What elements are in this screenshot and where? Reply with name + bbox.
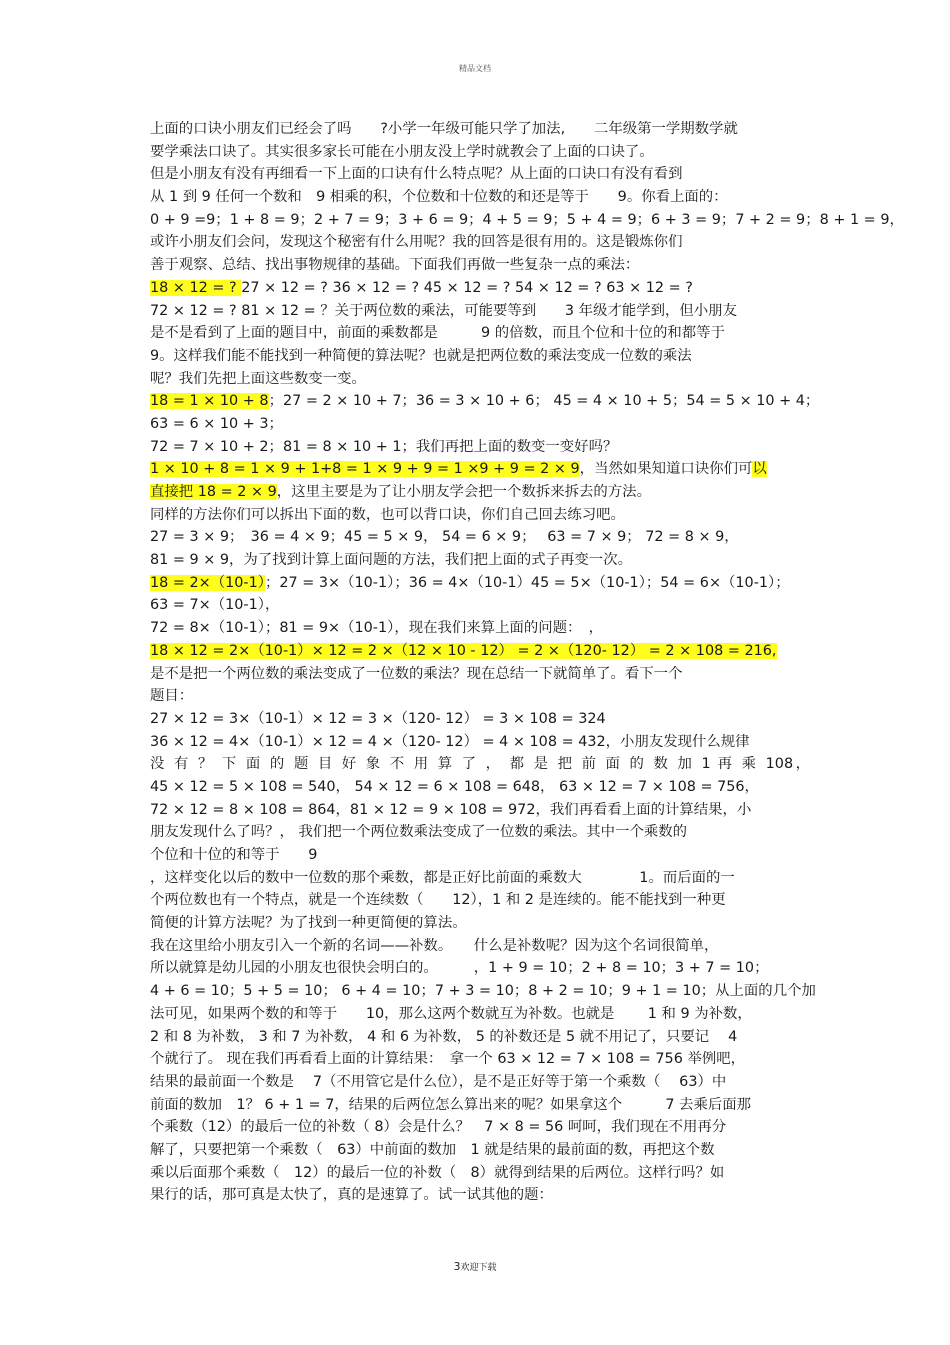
text-line [150, 481, 810, 504]
text-line [150, 163, 810, 186]
text-segment: 上面的口诀小朋友们已经会了吗 ?小学一年级可能只学了加法, 二年级第一学期数学就 [150, 121, 738, 137]
highlighted-text: 直接把 18 = 2 × 9 [150, 484, 277, 500]
text-line [150, 844, 810, 867]
text-segment: 9。这样我们能不能找到一种简便的算法呢？也就是把两位数的乘法变成一位数的乘法 [150, 347, 692, 364]
text-line [150, 254, 810, 277]
text-line [150, 594, 810, 617]
text-line [150, 935, 810, 958]
text-line [150, 413, 810, 436]
text-line [150, 322, 810, 345]
text-line [150, 889, 810, 912]
text-segment: 4 + 6 = 10；5 + 5 = 10； 6 + 4 = 10；7 + 3 = 10；8 + 2 = 10；9 + 1 = 10；从上面的几个加 [150, 983, 816, 1000]
header-title: 精品文档 [459, 64, 491, 73]
text-segment: ，这里主要是为了让小朋友学会把一个数拆来拆去的方法。 [276, 484, 651, 500]
text-segment: 题目： [150, 688, 194, 705]
text-segment: 所以就算是幼儿园的小朋友也很快会明白的。 ，1 + 9 = 10；2 + 8 = 10；3 + 7 = 10； [150, 960, 769, 977]
text-segment: 善于观察、总结、找出事物规律的基础。下面我们再做一些复杂一点的乘法： [150, 257, 640, 274]
text-segment: 个两位数也有一个特点，就是一个连续数（ 12），1 和 2 是连续的。能不能找到一种更 [150, 892, 726, 909]
text-segment: 朋友发现什么了吗？， 我们把一个两位数乘法变成了一位数的乘法。其中一个乘数的 [150, 824, 688, 841]
text-line [150, 1184, 810, 1207]
text-segment: 27 × 12 = ? 36 × 12 = ? 45 × 12 = ? 54 × 12 = ? 63 × 12 = ? [241, 279, 693, 296]
text-line [150, 526, 810, 549]
text-segment: 72 × 12 = 8 × 108 = 864，81 × 12 = 9 × 108 = 972，我们再看看上面的计算结果，小 [150, 801, 752, 818]
footer-text: 欢迎下载 [460, 1263, 497, 1273]
text-segment: 是不是看到了上面的题目中，前面的乘数都是 9 的倍数，而且个位和十位的和都等于 [150, 325, 725, 342]
text-line [150, 118, 810, 141]
text-line [150, 867, 810, 890]
text-line [150, 1094, 810, 1117]
text-line [150, 1003, 810, 1026]
text-line [150, 209, 904, 232]
text-segment: ，这样变化以后的数中一位数的那个乘数，都是正好比前面的乘数大 1。而后面的一 [150, 869, 735, 886]
text-segment: 45 × 12 = 5 × 108 = 540， 54 × 12 = 6 × 108 = 648， 63 × 12 = 7 × 108 = 756， [150, 778, 759, 795]
text-line [150, 980, 816, 1003]
text-segment: 果行的话，那可真是太快了，真的是速算了。试一试其他的题： [150, 1187, 553, 1204]
text-segment: ；27 = 3×（10-1）；36 = 4×（10-1）45 = 5×（10-1）；54 = 6×（10-1）； [264, 574, 790, 591]
text-line [150, 141, 810, 164]
text-line [150, 1162, 810, 1185]
text-segment: 27 × 12 = 3×（10-1）× 12 = 3 ×（120- 12） = 3 × 108 = 324 [150, 710, 606, 727]
text-segment: 63 = 7×（10-1）， [150, 597, 280, 614]
text-line [150, 231, 810, 254]
text-segment: 72 = 7 × 10 + 2；81 = 8 × 10 + 1；我们再把上面的数变一变好吗？ [150, 438, 618, 455]
text-segment: 解了，只要把第一个乘数（ 63）中前面的数加 1 就是结果的最前面的数，再把这个数 [150, 1141, 715, 1158]
highlighted-text: 18 = 1 × 10 + 8 [150, 393, 269, 410]
text-line [150, 1071, 810, 1094]
text-line [150, 1026, 810, 1049]
highlighted-text: 18 × 12 = 2×（10-1）× 12 = 2 ×（12 × 10 - 12） = 2 ×（120- 12） = 2 × 108 = 216, [150, 642, 777, 659]
text-segment: 乘以后面那个乘数（ 12）的最后一位的补数（ 8）就得到结果的后两位。这样行吗？如 [150, 1164, 725, 1181]
text-line [150, 776, 810, 799]
text-segment: 或许小朋友们会问，发现这个秘密有什么用呢？我的回答是很有用的。这是锻炼你们 [150, 234, 683, 251]
highlighted-text: 1 × 10 + 8 = 1 × 9 + 1+8 = 1 × 9 + 9 = 1 ×9 + 9 = 2 × 9 [150, 461, 580, 478]
text-segment: 72 × 12 = ? 81 × 12 = ？关于两位数的乘法，可能要等到 3 年级才能学到，但小朋友 [150, 302, 737, 319]
text-line [150, 458, 810, 481]
text-segment: 81 = 9 × 9，为了找到计算上面问题的方法，我们把上面的式子再变一次。 [150, 552, 632, 569]
text-segment: 36 × 12 = 4×（10-1）× 12 = 4 ×（120- 12） = 4 × 108 = 432，小朋友发现什么规律 [150, 733, 750, 750]
text-segment: 0 + 9 =9；1 + 8 = 9；2 + 7 = 9；3 + 6 = 9；4 + 5 = 9；5 + 4 = 9；6 + 3 = 9；7 + 2 = 9；8 + 1 = 9， [150, 211, 904, 228]
text-line [150, 390, 820, 413]
text-line [150, 1116, 810, 1139]
text-segment: 没 有 ？ 下 面 的 题 目 好 象 不 用 算 了 ， 都 是 把 前 面 的 数 加 1 再 乘 108， [150, 756, 810, 773]
text-line [150, 436, 810, 459]
text-segment: 同样的方法你们可以拆出下面的数，也可以背口诀，你们自己回去练习吧。 [150, 506, 625, 523]
text-segment: 72 = 8×（10-1）；81 = 9×（10-1），现在我们来算上面的问题： ， [150, 620, 603, 637]
text-line [150, 912, 810, 935]
text-segment: 我在这里给小朋友引入一个新的名词——补数。 什么是补数呢？因为这个名词很简单， [150, 937, 719, 954]
text-segment: 个就行了。 现在我们再看看上面的计算结果： 拿一个 63 × 12 = 7 × 108 = 756 举例吧， [150, 1051, 746, 1068]
text-line [150, 708, 810, 731]
text-line [150, 640, 810, 663]
text-segment: 63 = 6 × 10 + 3； [150, 415, 283, 432]
text-segment: 前面的数加 1？ 6 + 1 = 7，结果的后两位怎么算出来的呢？如果拿这个 7 去乘后面那 [150, 1096, 752, 1113]
text-line [150, 685, 810, 708]
text-segment: ；27 = 2 × 10 + 7；36 = 3 × 10 + 6； 45 = 4 × 10 + 5；54 = 5 × 10 + 4； [268, 393, 820, 410]
text-segment: 27 = 3 × 9； 36 = 4 × 9；45 = 5 × 9， 54 = 6 × 9； 63 = 7 × 9； 72 = 8 × 9， [150, 529, 739, 546]
text-segment: ，当然如果知道口诀你们可 [579, 461, 753, 478]
text-segment: 结果的最前面一个数是 7（不用管它是什么位），是不是正好等于第一个乘数（ 63）中 [150, 1073, 727, 1090]
text-segment: 简便的计算方法呢？为了找到一种更简便的算法。 [150, 915, 467, 932]
text-line [150, 957, 810, 980]
page-number: 3 [453, 1260, 461, 1273]
text-segment: 从 1 到 9 任何一个数和 9 相乘的积，个位数和十位数的和还是等于 9。你看上面的： [150, 189, 728, 206]
text-segment: 个乘数（12）的最后一位的补数（ 8）会是什么？ 7 × 8 = 56 呵呵，我们现在不用再分 [150, 1119, 727, 1136]
text-line [150, 572, 810, 595]
text-segment: 个位和十位的和等于 9 [150, 847, 318, 863]
text-line [150, 821, 810, 844]
page-footer [0, 1260, 950, 1273]
document-body [150, 118, 904, 1207]
text-segment: 呢？我们先把上面这些数变一变。 [150, 370, 366, 387]
text-line [150, 277, 810, 300]
text-segment: 2 和 8 为补数， 3 和 7 为补数， 4 和 6 为补数， 5 的补数还是 5 就不用记了，只要记 4 [150, 1028, 738, 1045]
text-line [150, 617, 810, 640]
highlighted-text: 18 × 12 = ? [150, 279, 242, 296]
highlighted-text: 以 [752, 461, 767, 478]
text-line [150, 799, 810, 822]
text-line [150, 345, 810, 368]
text-line [150, 186, 810, 209]
text-segment: 法可见，如果两个数的和等于 10，那么这两个数就互为补数。也就是 1 和 9 为补数， [150, 1005, 752, 1022]
text-line [150, 731, 810, 754]
text-line [150, 1139, 810, 1162]
text-segment: 是不是把一个两位数的乘法变成了一位数的乘法？现在总结一下就简单了。看下一个 [150, 665, 683, 682]
text-line [150, 1048, 810, 1071]
text-line [150, 549, 810, 572]
text-line [150, 504, 810, 527]
text-segment: 要学乘法口诀了。其实很多家长可能在小朋友没上学时就教会了上面的口诀了。 [150, 143, 654, 160]
text-line [150, 753, 810, 776]
text-line [150, 300, 810, 323]
text-line [150, 368, 810, 391]
text-line [150, 663, 810, 686]
text-segment: 但是小朋友有没有再细看一下上面的口诀有什么特点呢？从上面的口诀口有没有看到 [150, 166, 683, 183]
page-header [0, 63, 950, 74]
highlighted-text: 18 = 2×（10-1） [150, 574, 265, 591]
